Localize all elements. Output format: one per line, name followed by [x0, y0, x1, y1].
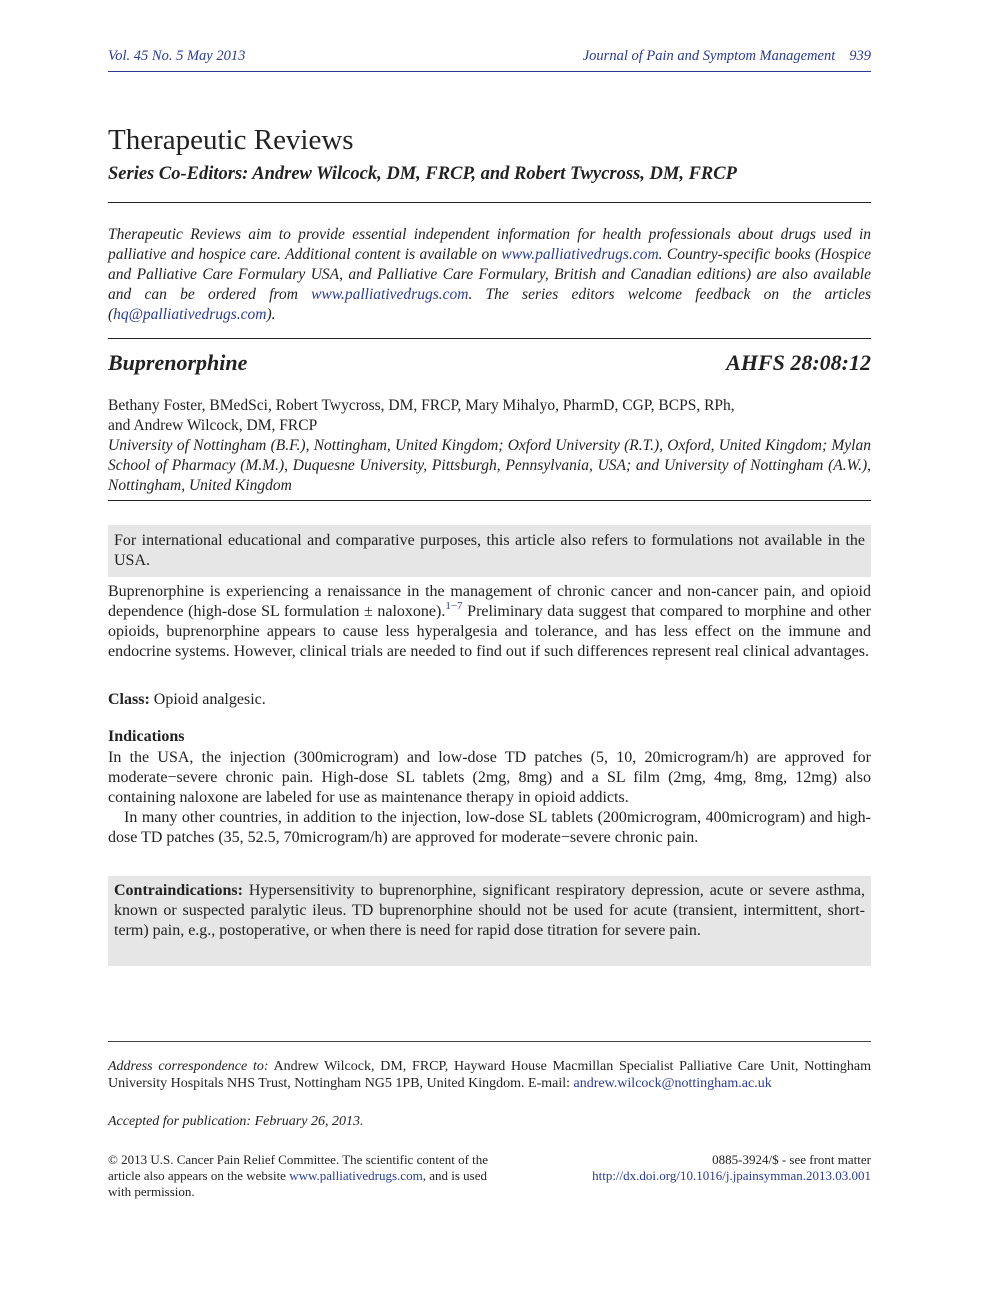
accepted-date: Accepted for publication: February 26, 2013. — [108, 1114, 364, 1129]
copyright-text: © 2013 U.S. Cancer Pain Relief Committee. The scientific content of the article also appears on the website — [108, 1152, 489, 1183]
class-value: Opioid analgesic. — [149, 691, 266, 708]
divider-affiliations — [108, 500, 871, 501]
ahfs-code: AHFS 28:08:12 — [726, 350, 871, 375]
intro-text: . Country-specific books (Hospice and Palliative Care Formulary USA, and Palliative Care Formulary, British and Canadian editions) are also available and can be ordered from — [108, 246, 871, 303]
divider-mid — [108, 338, 871, 339]
page-number: 939 — [849, 48, 871, 64]
publication-ids — [521, 1152, 871, 1184]
drug-title: Buprenorphine — [108, 350, 248, 375]
indications-heading: Indications — [108, 728, 185, 745]
article-title-row — [108, 350, 871, 378]
copyright-text: , and is used with permission. — [108, 1168, 487, 1199]
formulation-notice: For international educational and comparative purposes, this article also refers to formulations not available in the USA. — [108, 525, 871, 577]
volume-issue: Vol. 45 No. 5 May 2013 — [108, 48, 246, 64]
authors-line: and Andrew Wilcock, DM, FRCP — [108, 417, 318, 434]
palliativedrugs-link[interactable]: www.palliativedrugs.com — [501, 246, 659, 263]
address-text: Andrew Wilcock, DM, FRCP, Hayward House Macmillan Specialist Palliative Care Unit, Nottingham University Hospitals NHS Trust, Nottingham NG5 1PB, United Kingdom. E-mail: — [108, 1059, 871, 1091]
intro-paragraph — [108, 582, 871, 662]
copyright-notice — [108, 1152, 508, 1200]
footnote-divider — [108, 1041, 871, 1042]
class-label: Class: — [108, 691, 150, 708]
divider-top — [108, 202, 871, 203]
body-text: Buprenorphine is experiencing a renaissance in the management of chronic cancer and non-cancer pain, and opioid dependence (high-dose SL formulation ± naloxone). — [108, 583, 871, 620]
journal-page-info — [583, 48, 871, 65]
body-text: Preliminary data suggest that compared to morphine and other opioids, buprenorphine appears to cause less hyperalgesia and tolerance, and has less effect on the immune and endocrine systems. However, clinical trials are needed to find out if such differences represent real clinical advantages. — [108, 603, 872, 660]
class-line — [108, 690, 871, 710]
indications-paragraph-other: In many other countries, in addition to the injection, low-dose SL tablets (200microgram, 400microgram) and high-dose TD patches (35, 52.5, 70microgram/h) are approved for moderate−severe chronic pain. — [108, 809, 871, 846]
reference-citation[interactable]: 1−7 — [445, 600, 463, 612]
intro-text: ). — [266, 306, 276, 323]
contraindications-box — [108, 876, 871, 966]
feedback-email-link[interactable]: hq@palliativedrugs.com — [113, 306, 267, 323]
journal-name: Journal of Pain and Symptom Management — [582, 48, 836, 64]
doi-link[interactable]: http://dx.doi.org/10.1016/j.jpainsymman.2013.03.001 — [592, 1168, 871, 1183]
intro-text: . The series editors welcome feedback on the articles ( — [108, 286, 872, 323]
address-label: Address correspondence to: — [108, 1059, 269, 1074]
contraindications-label: Contraindications: — [114, 882, 243, 899]
series-coeditors: Series Co-Editors: Andrew Wilcock, DM, FRCP, and Robert Twycross, DM, FRCP — [108, 164, 737, 184]
author-list — [108, 396, 871, 436]
authors-line: Bethany Foster, BMedSci, Robert Twycross, DM, FRCP, Mary Mihalyo, PharmD, CGP, BCPS, RPh, — [108, 397, 735, 414]
intro-text: Therapeutic Reviews aim to provide essential independent information for health professionals about drugs used in palliative and hospice care. Additional content is available on — [108, 226, 871, 263]
palliativedrugs-link[interactable]: www.palliativedrugs.com — [289, 1168, 423, 1183]
correspondence-address — [108, 1058, 871, 1092]
indications-paragraph-us: In the USA, the injection (300microgram) and low-dose TD patches (5, 10, 20microgram/h) are approved for moderate−severe chronic pain. High-dose SL tablets (2mg, 8mg) and a SL film (2mg, 4mg, 8mg, 12mg) also containing naloxone are labeled for use as maintenance therapy in opioid addicts. — [108, 749, 871, 806]
affiliations: University of Nottingham (B.F.), Nottingham, United Kingdom; Oxford University (R.T.), Oxford, United Kingdom; Mylan School of Pharmacy (M.M.), Duquesne University, Pittsburgh, Pennsylvania, USA; and University of Nottingham (A.W.), Nottingham, United Kingdom — [108, 437, 871, 494]
issn-line: 0885-3924/$ - see front matter — [712, 1152, 871, 1167]
section-title: Therapeutic Reviews — [108, 124, 354, 156]
series-intro — [108, 225, 871, 325]
header-divider — [108, 71, 871, 72]
palliativedrugs-link[interactable]: www.palliativedrugs.com — [311, 286, 469, 303]
contraindications-text: Hypersensitivity to buprenorphine, significant respiratory depression, acute or severe asthma, known or suspected paralytic ileus. TD buprenorphine should not be used for acute (transient, intermittent, short-term) pain, e.g., postoperative, or when there is need for rapid dose titration for severe pain. — [114, 882, 865, 939]
author-email-link[interactable]: andrew.wilcock@nottingham.ac.uk — [573, 1076, 772, 1091]
running-head — [108, 48, 871, 68]
